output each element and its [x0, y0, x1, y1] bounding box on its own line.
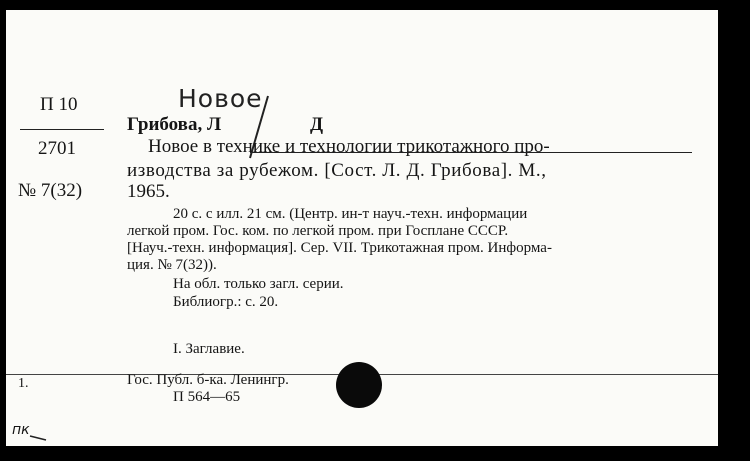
shelf-mark-divider	[20, 129, 104, 130]
ink-blot	[336, 362, 382, 408]
heading-author: Грибова, Л	[127, 114, 222, 135]
description-line-4: ция. № 7(32)).	[127, 257, 217, 273]
card-number: 2701	[38, 138, 76, 159]
library-imprint: Гос. Публ. б-ка. Ленингр.	[127, 372, 289, 388]
description-line-2: легкой пром. Гос. ком. по легкой пром. при Госплане СССР.	[127, 223, 509, 239]
footer-left-mark: 1.	[18, 376, 29, 391]
title-line-1: Новое в технике и технологии трикотажного про-	[148, 136, 550, 157]
note-cover: На обл. только загл. серии.	[173, 276, 344, 292]
description-line-1: 20 с. с илл. 21 см. (Центр. ин-т науч.-техн. информации	[173, 206, 528, 222]
series-issue: № 7(32)	[18, 180, 83, 201]
note-bibliography: Библиогр.: с. 20.	[173, 294, 279, 310]
title-underline	[250, 152, 692, 153]
corner-scribble: пк	[12, 422, 30, 438]
order-number: П 564—65	[173, 389, 241, 405]
title-line-3: 1965.	[127, 181, 170, 202]
handwritten-title: Новое	[178, 84, 263, 113]
handwritten-letter: Д	[310, 114, 324, 135]
description-line-3: [Науч.-техн. информация]. Сер. VII. Трикотажная пром. Информа-	[127, 240, 552, 256]
corner-arrow	[28, 430, 50, 444]
tracing-title: I. Заглавие.	[173, 341, 245, 357]
title-line-2: изводства за рубежом. [Сост. Л. Д. Грибова]. М.,	[127, 160, 547, 181]
shelf-mark: П 10	[40, 94, 78, 115]
catalog-card	[6, 10, 718, 446]
